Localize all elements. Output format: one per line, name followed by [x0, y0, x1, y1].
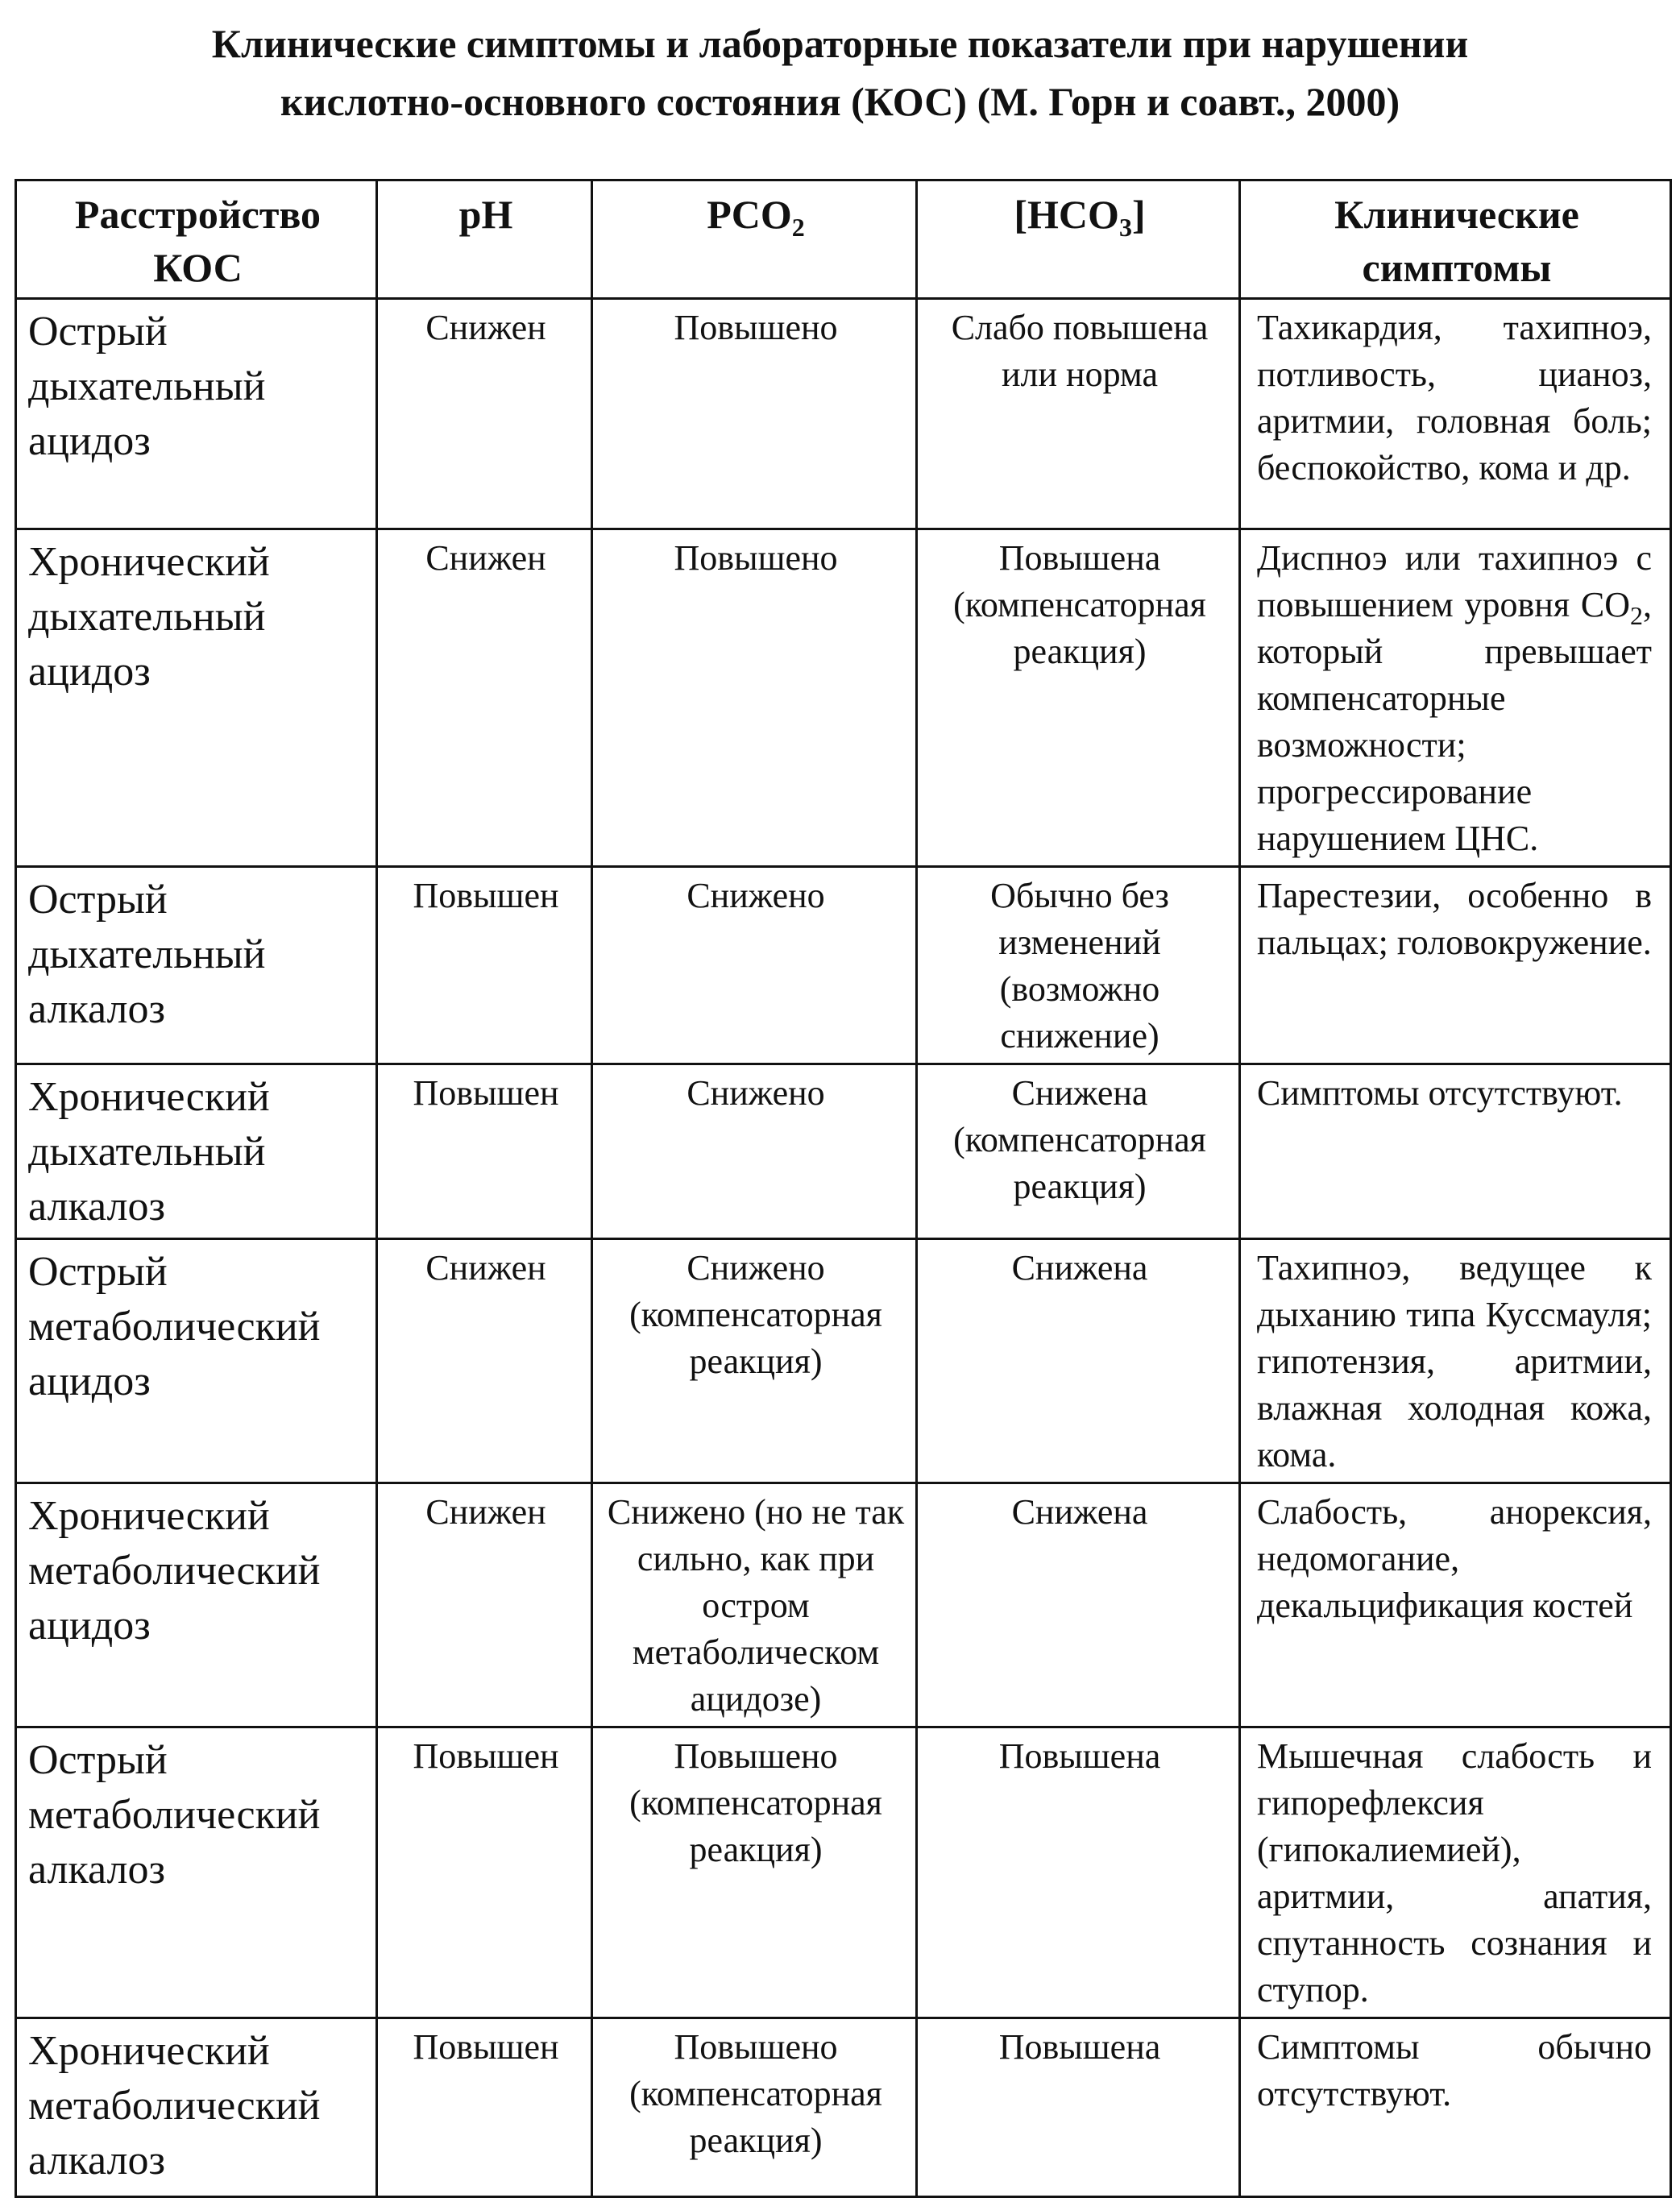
- hco3-cell: Снижена: [917, 1239, 1240, 1483]
- header-disorder: Расстройство КОС: [16, 180, 377, 299]
- symptoms-cell: Слабость, анорексия, недомогание, декальцификация костей: [1240, 1483, 1671, 1727]
- ph-cell: Снижен: [377, 299, 592, 529]
- hco3-cell: Повышена: [917, 2018, 1240, 2197]
- ph-cell: Снижен: [377, 529, 592, 867]
- header-hco3: $[HCO_3]$: [917, 180, 1240, 299]
- title-line-1: Клинические симптомы и лабораторные показатели при нарушении: [211, 21, 1469, 66]
- ph-cell: Снижен: [377, 1239, 592, 1483]
- header-ph: pH: [377, 180, 592, 299]
- table-row: [16, 1064, 1671, 1239]
- hco3-cell: Обычно без изменений (возможно снижение): [917, 867, 1240, 1064]
- table-row: [16, 867, 1671, 1064]
- symptoms-cell: Тахикардия, тахипноэ, потливость, цианоз, аритмии, головная боль; беспокойство, кома и др.: [1240, 299, 1671, 529]
- disorder-cell: Острый метаболический ацидоз: [16, 1239, 377, 1483]
- hco3-cell: Повышена: [917, 1727, 1240, 2018]
- acid-base-table: [15, 179, 1672, 2198]
- page-title: [48, 15, 1632, 131]
- disorder-cell: Хронический дыхательный алкалоз: [16, 1064, 377, 1239]
- header-symptoms: Клинические симптомы: [1240, 180, 1671, 299]
- pco2-cell: Повышено: [592, 299, 917, 529]
- table-row: [16, 1483, 1671, 1727]
- pco2-cell: Снижено: [592, 867, 917, 1064]
- ph-cell: Повышен: [377, 1727, 592, 2018]
- table-row: [16, 299, 1671, 529]
- ph-cell: Повышен: [377, 867, 592, 1064]
- symptoms-cell: Симптомы отсутствуют.: [1240, 1064, 1671, 1239]
- pco2-cell: Повышено: [592, 529, 917, 867]
- disorder-cell: Острый метаболический алкалоз: [16, 1727, 377, 2018]
- title-line-2: кислотно-основного состояния (КОС) (М. Горн и соавт., 2000): [280, 79, 1400, 124]
- table-header-row: [16, 180, 1671, 299]
- symptoms-cell: Диспноэ или тахипноэ с повышением уровня $CO_2$, который превышает компенсаторные возможности; прогрессирование нарушением ЦНС.: [1240, 529, 1671, 867]
- symptoms-cell: Тахипноэ, ведущее к дыханию типа Куссмауля; гипотензия, аритмии, влажная холодная кожа, кома.: [1240, 1239, 1671, 1483]
- disorder-cell: Хронический метаболический ацидоз: [16, 1483, 377, 1727]
- table-row: [16, 2018, 1671, 2197]
- ph-cell: Повышен: [377, 1064, 592, 1239]
- symptoms-cell: Симптомы обычно отсутствуют.: [1240, 2018, 1671, 2197]
- disorder-cell: Острый дыхательный алкалоз: [16, 867, 377, 1064]
- symptoms-cell: Мышечная слабость и гипорефлексия (гипокалиемией), аритмии, апатия, спутанность сознания и ступор.: [1240, 1727, 1671, 2018]
- pco2-cell: Снижено (компенсаторная реакция): [592, 1239, 917, 1483]
- hco3-cell: Снижена (компенсаторная реакция): [917, 1064, 1240, 1239]
- pco2-cell: Снижено: [592, 1064, 917, 1239]
- hco3-cell: Повышена (компенсаторная реакция): [917, 529, 1240, 867]
- hco3-cell: Снижена: [917, 1483, 1240, 1727]
- header-pco2: $PCO_2$: [592, 180, 917, 299]
- pco2-cell: Повышено (компенсаторная реакция): [592, 1727, 917, 2018]
- table-row: [16, 1239, 1671, 1483]
- hco3-cell: Слабо повышена или норма: [917, 299, 1240, 529]
- table-row: [16, 529, 1671, 867]
- disorder-cell: Острый дыхательный ацидоз: [16, 299, 377, 529]
- table-row: [16, 1727, 1671, 2018]
- disorder-cell: Хронический метаболический алкалоз: [16, 2018, 377, 2197]
- ph-cell: Снижен: [377, 1483, 592, 1727]
- symptoms-cell: Парестезии, особенно в пальцах; головокружение.: [1240, 867, 1671, 1064]
- pco2-cell: Повышено (компенсаторная реакция): [592, 2018, 917, 2197]
- ph-cell: Повышен: [377, 2018, 592, 2197]
- pco2-cell: Снижено (но не так сильно, как при остром метаболическом ацидозе): [592, 1483, 917, 1727]
- disorder-cell: Хронический дыхательный ацидоз: [16, 529, 377, 867]
